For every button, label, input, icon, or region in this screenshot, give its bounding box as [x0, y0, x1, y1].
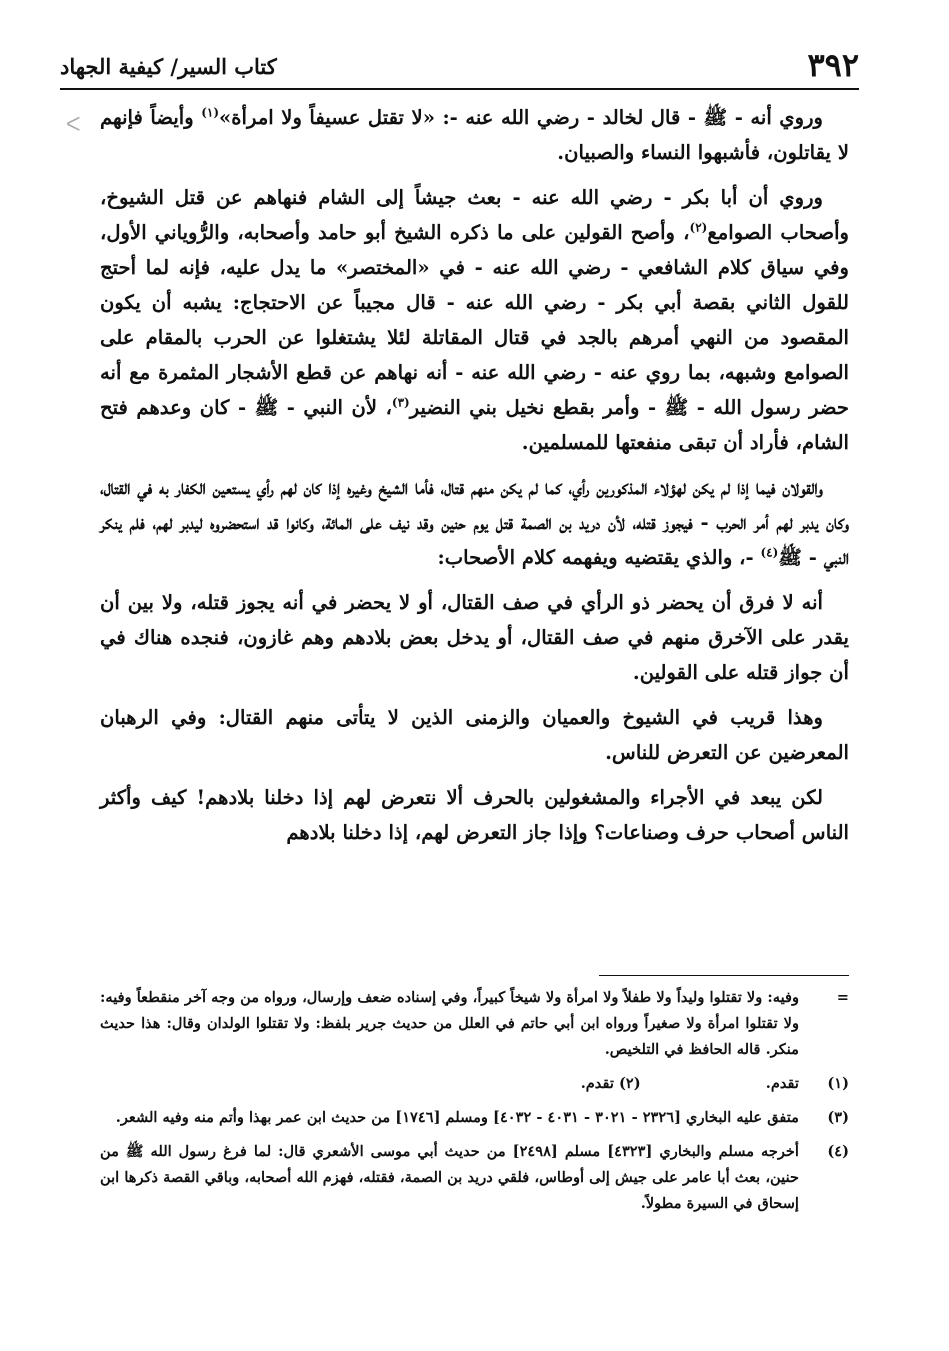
footnote-3	[100, 1105, 849, 1131]
paragraph-2: وروي أن أبا بكر - رضي الله عنه - بعث جيشاً إلى الشام فنهاهم عن قتل الشيوخ، وأصحاب الصوامع$^{(٢)}$، وأصح القولين على ما ذكره الشيخ أبو حامد وأصحابه، والرُّوياني الأول، وفي سياق كلام الشافعي - رضي الله عنه - في «المختصر» ما يدل عليه، فإنه لما أحتج للقول الثاني بقصة أبي بكر - رضي الله عنه - قال مجيباً عن الاحتجاج: يشبه أن يكون المقصود من النهي أمرهم بالجد في قتال المقاتلة لئلا يشتغلوا عن الحرب بالمقام على الصوامع وشبهه، بما روي عنه - رضي الله عنه - أنه نهاهم عن قطع الأشجار المثمرة مع أنه حضر رسول الله - ﷺ - وأمر بقطع نخيل بني النضير$^{(٣)}$، لأن النبي - ﷺ - كان وعدهم فتح الشام، فأراد أن تبقى منفعتها للمسلمين.	[100, 186, 849, 454]
paragraph-4: أنه لا فرق أن يحضر ذو الرأي في صف القتال، أو لا يحضر في أنه يجوز قتله، ولا بين أن يقدر على الآخرق منهم في صف القتال، أو يدخل بعض بلادهم وهم غازون، فنجده هناك في أن جواز قتله على القولين.	[100, 591, 849, 684]
footnote-ref-4[interactable]: (٤)	[760, 545, 779, 560]
footnote-ref-2[interactable]: (٢)	[689, 220, 708, 235]
footnote-mark: (٢)	[619, 1075, 641, 1092]
footnote-ref-1[interactable]: (١)	[201, 105, 220, 120]
footnote-rule	[599, 975, 849, 976]
footnote-mark: (٤)	[827, 1143, 849, 1160]
footnote-4	[100, 1139, 849, 1217]
footnote-text: وفيه: ولا تقتلوا وليداً ولا طفلاً ولا امرأة ولا شيخاً كبيراً، وفي إسناده ضعف وإرسال، ورواه من وجه آخر منقطعاً وفيه: ولا تقتلوا امرأة ولا صغيراً ورواه ابن أبي حاتم في العلل من حديث جرير بلفظ: ولا تقتلوا الولدان وقال: هذا حديث منكر. قاله الحافظ في التلخيص.	[100, 989, 799, 1058]
page-header	[60, 40, 859, 88]
page-number: ٣٩٢	[807, 46, 859, 84]
footnote-continued	[100, 985, 849, 1063]
paragraph-1: وروي أنه - ﷺ - قال لخالد - رضي الله عنه -: «لا تقتل عسيفاً ولا امرأة»$^{(١)}$ وأيضاً فإنهم لا يقاتلون، فأشبهوا النساء والصبيان.	[100, 105, 849, 164]
footnote-1-2	[100, 1071, 849, 1097]
paragraph-3: والقولان فيما إذا لم يكن لهؤلاء المذكورين رأي، كما لم يكن منهم قتال، فأما الشيخ وغيره إذا كان لهم رأي يستعين الكفار به في القتال، وكان يدبر لهم أمر الحرب - فيجوز قتله، لأن دريد بن الصمة قتل يوم حنين وقد نيف على المائة، وكانوا قد استحضروه ليدبر لهم، فلم ينكر النبي - ﷺ$^{(٤)}$ -، والذي يقتضيه ويفهمه كلام الأصحاب:	[100, 476, 849, 569]
paragraph-6: لكن يبعد في الأجراء والمشغولين بالحرف ألا نتعرض لهم إذا دخلنا بلادهم! كيف وأكثر الناس أصحاب حرف وصناعات؟ وإذا جاز التعرض لهم، إذا دخلنا بلادهم	[100, 786, 849, 844]
footnote-text: تقدم.	[580, 1075, 614, 1092]
paragraph-5: وهذا قريب في الشيوخ والعميان والزمنى الذين لا يتأتى منهم القتال: وفي الرهبان المعرضين عن التعرض للناس.	[100, 706, 849, 764]
margin-mark: ᐸ	[66, 112, 81, 136]
header-rule	[60, 88, 859, 90]
footnotes	[100, 985, 849, 1225]
footnote-text: تقدم.	[765, 1075, 799, 1092]
footnote-mark: =	[836, 989, 849, 1006]
footnote-ref-3[interactable]: (٣)	[391, 395, 410, 410]
running-title: كتاب السير/ كيفية الجهاد	[60, 54, 277, 79]
footnote-mark: (٣)	[827, 1109, 849, 1126]
footnote-text: متفق عليه البخاري [٢٣٢٦ - ٣٠٢١ - ٤٠٣١ - ٤٠٣٢] ومسلم [١٧٤٦] من حديث ابن عمر بهذا وأتم منه وفيه الشعر.	[115, 1109, 799, 1126]
main-text	[100, 100, 849, 860]
footnote-mark: (١)	[827, 1075, 849, 1092]
footnote-text: أخرجه مسلم والبخاري [٤٣٢٣] مسلم [٢٤٩٨] من حديث أبي موسى الأشعري قال: لما فرغ رسول الله ﷺ من حنين، بعث أبا عامر على جيش إلى أوطاس، فلقي دريد بن الصمة، فقتله، فهزم الله أصحابه، وباقي القصة ذكرها ابن إسحاق في السيرة مطولاً.	[100, 1143, 799, 1212]
